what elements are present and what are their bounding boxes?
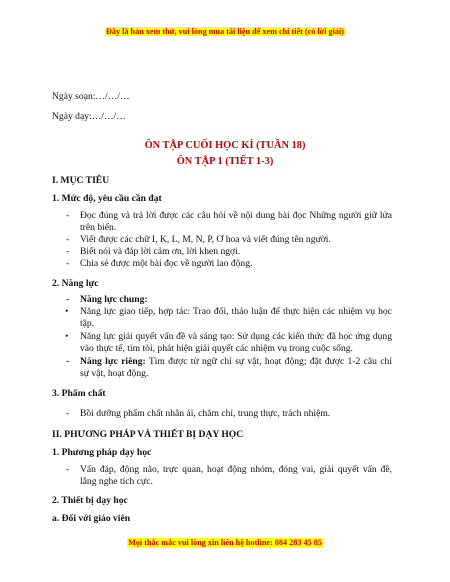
hotline-text: Mọi thắc mắc vui lòng xin liên hệ hotline: 084 283 45 85 [128, 538, 322, 547]
dash-bullet: - [66, 246, 70, 257]
list-item-text: lắng nghe tích cực. [80, 476, 153, 487]
specific-competency-text: Tìm được từ ngữ chỉ sự vật, hoạt động; đặt được 1-2 câu chỉ [148, 356, 392, 367]
list-item-text: vào thực tế, tìm tòi, phát hiện giải quyết các nhiệm vụ trong cuộc sống. [80, 343, 353, 354]
teach-date: Ngày dạy:…/…/… [52, 111, 126, 122]
list-item-text: Năng lực giải quyết vấn đề và sáng tạo: Sử dụng các kiến thức đã học ứng dụng [80, 331, 392, 342]
teacher-equipment-heading: a. Đối với giáo viên [52, 513, 131, 524]
dash-bullet: - [66, 408, 70, 419]
dash-bullet: - [66, 258, 70, 269]
specific-competency-text-cont: sự vật, hoạt động. [80, 368, 149, 379]
list-item-text: Biết nói và đáp lời cảm ơn, lời khen ngợi. [80, 246, 241, 257]
teaching-methods-heading: 1. Phương pháp dạy học [52, 447, 152, 458]
dash-bullet: - [66, 294, 70, 305]
list-item-text: Năng lực giao tiếp, hợp tác: Trao đổi, thảo luận để thực hiện các nhiệm vụ học [80, 306, 392, 317]
lesson-subtitle: ÔN TẬP 1 (TIẾT 1-3) [176, 156, 274, 167]
general-competency-label: Năng lực chung: [80, 294, 148, 305]
bullet-dot: • [65, 331, 69, 342]
dash-bullet: - [66, 356, 70, 367]
lesson-title: ÔN TẬP CUỐI HỌC KÌ (TUẦN 18) [144, 140, 306, 151]
list-item-text: Viết được các chữ I, K, L, M, N, P, Ơ hoa và viết đúng tên người. [80, 234, 331, 245]
list-item-text: Chia sẻ được một bài đọc về người lao động. [80, 258, 253, 269]
bullet-dot: • [65, 306, 69, 317]
section-objectives-heading: I. MỤC TIÊU [52, 175, 110, 186]
list-item-text: trên biển. [80, 222, 117, 233]
list-item-text: Bồi dưỡng phẩm chất nhân ái, chăm chỉ, trung thực, trách nhiệm. [80, 408, 331, 419]
dash-bullet: - [66, 464, 70, 475]
specific-competency-line [80, 356, 392, 368]
equipment-heading: 2. Thiết bị dạy học [52, 495, 128, 506]
list-item-text: Vấn đáp, động não, trực quan, hoạt động nhóm, đóng vai, giải quyết vấn đề, [80, 464, 392, 475]
competency-heading: 2. Năng lực [52, 278, 99, 289]
list-item-text: tập. [80, 318, 95, 329]
dash-bullet: - [66, 210, 70, 221]
requirements-heading: 1. Mức độ, yêu cầu cần đạt [52, 193, 162, 204]
specific-competency-label: Năng lực riêng: [80, 356, 146, 367]
section-methods-heading: II. PHƯƠNG PHÁP VÀ THIẾT BỊ DẠY HỌC [52, 429, 244, 440]
prep-date: Ngày soạn:…/…/… [52, 91, 130, 102]
preview-notice-text: Đây là bản xem thử, vui lòng mua tài liệu để xem chi tiết (có lời giải) [105, 27, 344, 36]
qualities-heading: 3. Phẩm chất [52, 388, 106, 399]
preview-notice-banner [0, 27, 450, 36]
dash-bullet: - [66, 234, 70, 245]
list-item-text: Đọc đúng và trả lời được các câu hỏi về nội dung bài đọc Những người giữ lửa [80, 210, 392, 221]
hotline-banner [0, 538, 450, 547]
